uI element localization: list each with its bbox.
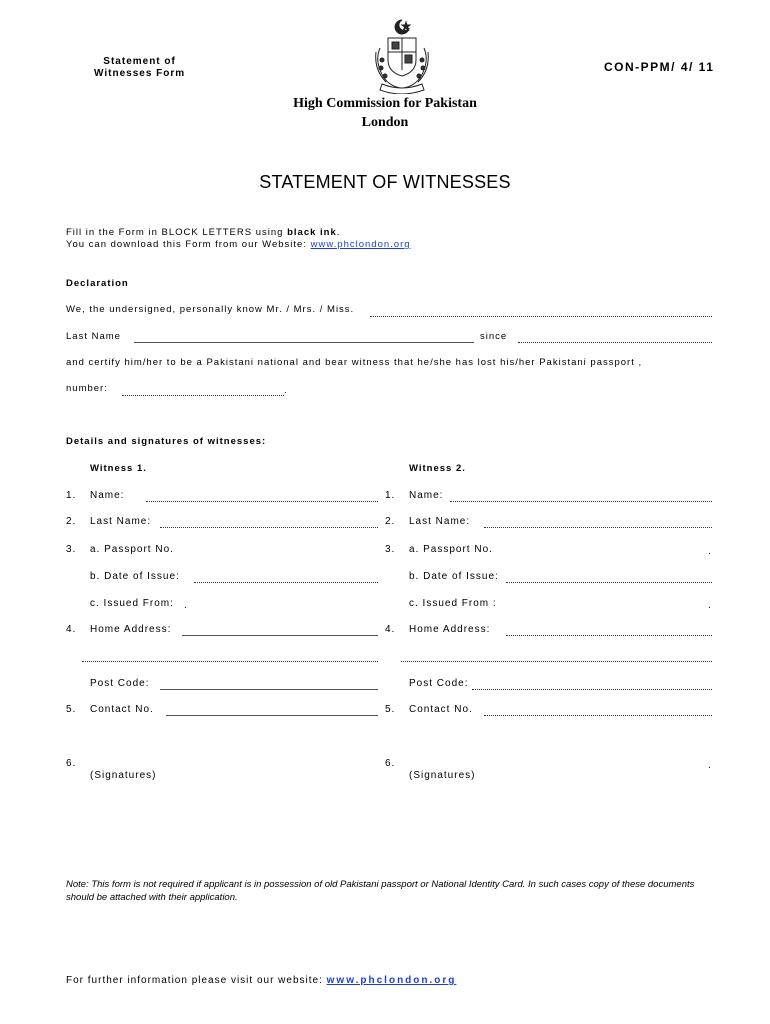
form-code: CON-PPM/ 4/ 11: [604, 60, 715, 74]
w2-issued-from-label: c. Issued From :: [409, 598, 497, 609]
declarant-name-field[interactable]: [370, 316, 712, 317]
form-reference-line2: Witnesses Form: [94, 68, 186, 79]
w1-post-code-label: Post Code:: [90, 678, 150, 689]
witness-2-heading: Witness 2.: [409, 463, 466, 474]
row-number-4-w1: 4.: [66, 624, 77, 635]
passport-number-field[interactable]: [122, 395, 284, 396]
form-reference: [94, 56, 185, 80]
w2-passport-label: a. Passport No.: [409, 544, 493, 555]
w2-date-issue-label: b. Date of Issue:: [409, 571, 499, 582]
declaration-since-label: since: [480, 331, 508, 342]
page-title: STATEMENT OF WITNESSES: [259, 172, 511, 192]
w2-name-label: Name:: [409, 490, 444, 501]
instruction-text: Fill in the Form in BLOCK LETTERS using: [66, 227, 284, 238]
row-number-6-w2: 6.: [385, 758, 396, 769]
instruction-download-text: You can download this Form from our Website:: [66, 239, 307, 250]
w2-post-code-label: Post Code:: [409, 678, 469, 689]
w2-home-address-label: Home Address:: [409, 624, 491, 635]
witness-1-heading: Witness 1.: [90, 463, 147, 474]
w1-date-issue-field[interactable]: [194, 582, 378, 583]
w1-name-field[interactable]: [146, 501, 378, 502]
w2-signature-label: (Signatures): [409, 770, 476, 781]
row-number-5-w1: 5.: [66, 704, 77, 715]
w2-home-address-line-2[interactable]: [401, 661, 712, 662]
website-link[interactable]: www.phclondon.org: [310, 239, 411, 250]
w2-signature-field[interactable]: .: [708, 760, 712, 771]
w2-post-code-field[interactable]: [472, 689, 712, 690]
organisation-city: London: [361, 115, 409, 130]
witnesses-heading: Details and signatures of witnesses:: [66, 436, 267, 447]
row-number-1-w2: 1.: [385, 490, 396, 501]
form-reference-line1: Statement of: [103, 56, 176, 67]
w2-date-issue-field[interactable]: [506, 582, 712, 583]
w1-passport-label: a. Passport No.: [90, 544, 174, 555]
w1-home-address-line-2[interactable]: [82, 661, 378, 662]
declaration-heading: Declaration: [66, 278, 129, 289]
w1-post-code-field[interactable]: [160, 689, 378, 690]
w1-signature-label: (Signatures): [90, 770, 157, 781]
w2-contact-label: Contact No.: [409, 704, 473, 715]
row-number-2-w1: 2.: [66, 516, 77, 527]
declaration-line-1: We, the undersigned, personally know Mr. / Mrs. / Miss.: [66, 304, 355, 315]
w2-name-field[interactable]: [450, 501, 712, 502]
w2-passport-field[interactable]: .: [708, 546, 712, 557]
w1-name-label: Name:: [90, 490, 125, 501]
w1-contact-field[interactable]: [166, 715, 378, 716]
declarant-last-name-field[interactable]: [134, 342, 474, 343]
w1-last-name-label: Last Name:: [90, 516, 152, 527]
w2-home-address-field[interactable]: [506, 635, 712, 636]
declaration-number-end: .: [284, 385, 288, 396]
row-number-2-w2: 2.: [385, 516, 396, 527]
row-number-4-w2: 4.: [385, 624, 396, 635]
row-number-3-w2: 3.: [385, 544, 396, 555]
declarant-since-field[interactable]: [518, 342, 712, 343]
instruction-bold-text: black ink: [287, 227, 337, 238]
w2-issued-from-field[interactable]: .: [708, 600, 712, 611]
instruction-line-2: [66, 239, 411, 250]
footer-text: For further information please visit our website:: [66, 975, 323, 986]
w1-contact-label: Contact No.: [90, 704, 154, 715]
row-number-5-w2: 5.: [385, 704, 396, 715]
row-number-1-w1: 1.: [66, 490, 77, 501]
w1-issued-from-field[interactable]: .: [184, 600, 188, 611]
state-emblem-icon: [366, 18, 438, 94]
declaration-certify-text: and certify him/her to be a Pakistani national and bear witness that he/she has lost his/her Pakistani passport ,: [66, 357, 643, 368]
w1-home-address-label: Home Address:: [90, 624, 172, 635]
organisation-name: High Commission for Pakistan: [293, 96, 477, 111]
instruction-period: .: [336, 227, 341, 238]
declaration-last-name-label: Last Name: [66, 331, 121, 342]
footer-website-link[interactable]: www.phclondon.org: [326, 975, 457, 986]
declaration-number-label: number:: [66, 383, 108, 394]
w2-last-name-label: Last Name:: [409, 516, 471, 527]
footer: [66, 975, 456, 986]
w1-date-issue-label: b. Date of Issue:: [90, 571, 180, 582]
w2-last-name-field[interactable]: [484, 527, 712, 528]
instruction-line-1: [66, 227, 340, 238]
w1-last-name-field[interactable]: [160, 527, 378, 528]
note-text: Note: This form is not required if applicant is in possession of old Pakistani passport or National Identity Card. In such cases copy of these documents should be attached with their application.: [66, 879, 695, 903]
row-number-3-w1: 3.: [66, 544, 77, 555]
w2-contact-field[interactable]: [484, 715, 712, 716]
w1-issued-from-label: c. Issued From:: [90, 598, 174, 609]
row-number-6-w1: 6.: [66, 758, 77, 769]
w1-home-address-field[interactable]: [182, 635, 378, 636]
